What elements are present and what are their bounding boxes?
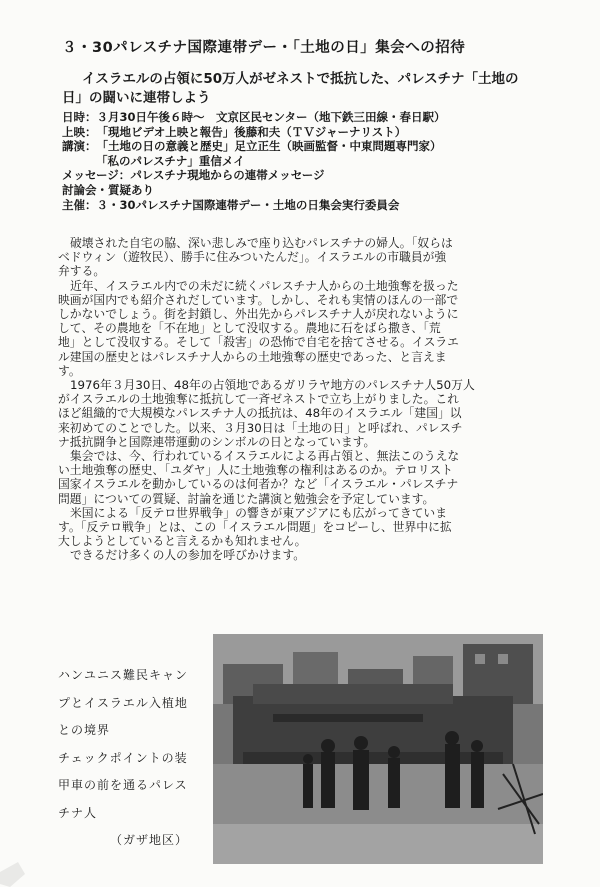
page-title: ３・30パレスチナ国際連帯デー・「土地の日」集会への招待 — [62, 40, 466, 56]
info-label: 上映： — [62, 124, 97, 139]
paragraph — [58, 236, 558, 279]
body-line: 集会では、今、行われているイスラエルによる再占領と、無法このうえな — [70, 449, 460, 464]
body-line: す。 — [58, 363, 81, 378]
paragraph — [58, 548, 558, 562]
body-text — [58, 236, 558, 563]
info-label: 講演： — [62, 139, 97, 154]
body-line: 地」として没収する。そして「殺害」の恐怖で自宅を捨てさせる。イスラエ — [58, 335, 459, 350]
body-line: 問題」についての質疑、討論を通じた講演と勉強会を予定しています。 — [58, 491, 435, 506]
body-line: 弁する。 — [58, 264, 106, 279]
body-line: ナ抵抗闘争と国際連帯運動のシンボルの日となっています。 — [58, 434, 376, 449]
info-value: ３月30日午後６時～ 文京区民センター（地下鉄三田線・春日駅） — [96, 110, 446, 124]
paragraph — [58, 378, 558, 449]
info-lecture — [62, 139, 562, 154]
photo-illustration — [213, 634, 543, 864]
caption-line: ハンユニス難民キャン — [58, 668, 189, 682]
subtitle — [62, 70, 548, 108]
body-line: がイスラエルの土地強奪に抵抗して一斉ゼネストで立ち上がりました。これ — [58, 392, 459, 407]
info-lecture-cont: 「私のパレスチナ」重信メイ — [96, 153, 245, 168]
body-line: して、その農地を「不在地」として没収する。農地に石をばら撒き、「荒 — [58, 321, 441, 336]
paragraph — [58, 506, 558, 549]
event-info — [62, 110, 562, 212]
body-line: い土地強奪の歴史、「ユダヤ」人に土地強奪の権利はあるのか。テロリスト — [58, 463, 453, 478]
info-label: 日時： — [62, 110, 97, 124]
body-line: 1976年３月30日、48年の占領地であるガリラヤ地方のパレスチナ人50万人 — [70, 378, 475, 393]
subtitle-line: イスラエルの占領に50万人がゼネストで抵抗した、パレスチナ「土地の — [82, 71, 519, 87]
caption-line: プとイスラエル入植地 — [58, 695, 188, 710]
body-line: 近年、イスラエル内での未だに続くパレスチナ人からの土地強奪を扱った — [70, 278, 459, 293]
photo-caption — [58, 662, 218, 855]
body-line: ほど組織的で大規模なパレスチナ人の抵抗は、48年のイスラエル「建国」以 — [58, 406, 462, 421]
info-label: メッセージ： — [62, 168, 131, 183]
caption-line: チェックポイントの装 — [58, 750, 188, 765]
paragraph — [58, 449, 558, 506]
info-organizer — [62, 198, 562, 213]
body-line: 大しようとしていると言えるかも知れません。 — [58, 534, 307, 549]
caption-place: （ガザ地区） — [110, 833, 189, 847]
info-value: 「現地ビデオ上映と報告」後藤和夫（ＴＶジャーナリスト） — [96, 124, 407, 139]
info-discussion — [62, 183, 562, 198]
info-message — [62, 168, 562, 183]
scan-edge-mark — [0, 862, 30, 887]
body-line: ル建国の歴史とはパレスチナ人からの土地強奪の歴史であった、と言えま — [58, 349, 447, 364]
body-line: 来初めてのことでした。以来、３月30日は「土地の日」と呼ばれ、パレスチ — [58, 420, 463, 435]
info-label: 討論会・質疑あり — [62, 182, 154, 197]
body-line: しかないでしょう。街を封鎖し、外出先からパレスチナ人が戻れないように — [58, 307, 459, 322]
body-line: 国家イスラエルを動かしているのは何者か？など「イスラエル・パレスチナ — [58, 477, 459, 492]
info-screening — [62, 125, 562, 140]
caption-line: との境界 — [58, 723, 111, 737]
info-value: ３・30パレスチナ国際連帯デー・土地の日集会実行委員会 — [96, 197, 400, 212]
body-line: 米国による「反テロ世界戦争」の響きが東アジアにも広がってきていま — [70, 505, 448, 520]
body-line: 破壊された自宅の脇、深い悲しみで座り込むパレスチナの婦人。「奴らは — [70, 236, 453, 250]
body-line: 映画が国内でも紹介されだしています。しかし、それも実情のほんの一部で — [58, 292, 459, 307]
info-value: 「土地の日の意義と歴史」足立正生（映画監督・中東問題専門家） — [96, 139, 442, 154]
body-line: す。「反テロ戦争」とは、この「イスラエル問題」をコピーし、世界中に拡 — [58, 520, 452, 535]
info-value: パレスチナ現地からの連帯メッセージ — [130, 168, 325, 183]
subtitle-line: 日」の闘いに連帯しよう — [62, 90, 211, 106]
info-label: 主催： — [62, 197, 97, 212]
body-line: ベドウィン（遊牧民）、勝手に住みついたんだ」。イスラエルの市職員が強 — [58, 250, 447, 265]
paragraph — [58, 279, 558, 378]
body-line: できるだけ多くの人の参加を呼びかけます。 — [70, 548, 305, 563]
caption-line: チナ人 — [58, 805, 98, 820]
checkpoint-photo — [213, 634, 543, 864]
caption-line: 甲車の前を通るパレス — [58, 778, 188, 792]
info-date — [62, 110, 562, 125]
